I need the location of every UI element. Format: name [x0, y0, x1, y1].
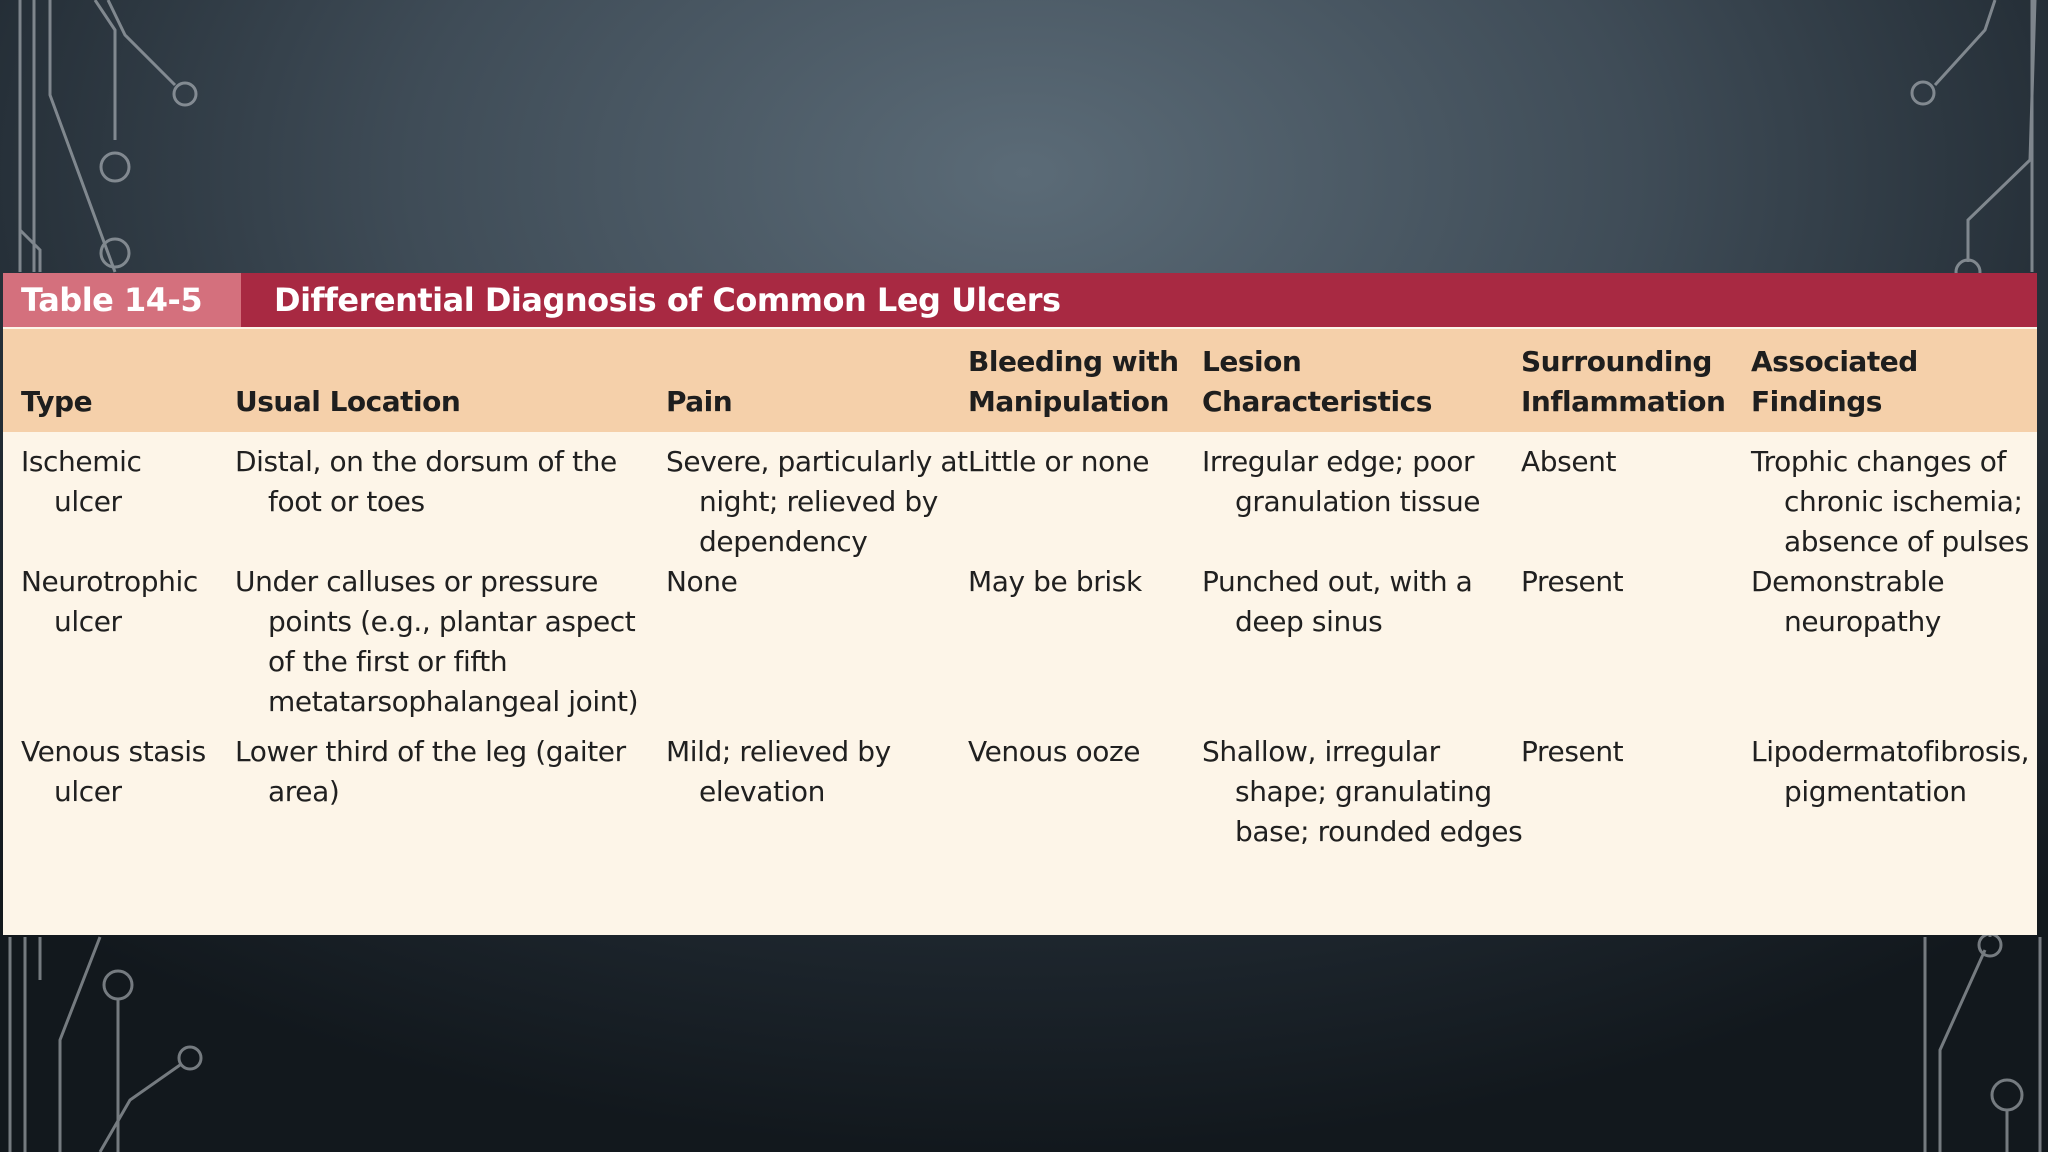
cell-type: Venous stasis ulcer — [21, 735, 206, 808]
cell-inflammation: Absent — [1521, 445, 1617, 478]
cell-location: Distal, on the dorsum of the foot or toes — [235, 445, 617, 518]
cell-pain: Severe, particularly at night; relieved by dependency — [666, 445, 968, 558]
header-type: Type — [21, 385, 93, 418]
cell-pain: Mild; relieved by elevation — [666, 735, 891, 808]
table-label-box — [3, 273, 241, 327]
cell-inflammation: Present — [1521, 565, 1624, 598]
cell-pain: None — [666, 565, 738, 598]
cell-location: Under calluses or pressure points (e.g., plantar aspect of the first or fifth metatarsophalangeal joint) — [235, 565, 639, 718]
table-row-venous-stasis — [3, 732, 2037, 902]
table-title: Differential Diagnosis of Common Leg Ulcers — [274, 281, 1061, 319]
table-row-neurotrophic — [3, 562, 2037, 732]
header-surrounding-inflammation: Surrounding Inflammation — [1521, 345, 1726, 418]
header-usual-location: Usual Location — [235, 385, 461, 418]
cell-type: Ischemic ulcer — [21, 445, 142, 518]
cell-bleeding: Little or none — [968, 445, 1150, 478]
header-associated-findings: Associated Findings — [1751, 345, 1918, 418]
cell-bleeding: Venous ooze — [968, 735, 1141, 768]
cell-inflammation: Present — [1521, 735, 1624, 768]
cell-lesion: Punched out, with a deep sinus — [1202, 565, 1473, 638]
cell-bleeding: May be brisk — [968, 565, 1142, 598]
header-bleeding: Bleeding with Manipulation — [968, 345, 1179, 418]
table-number-label: Table 14-5 — [21, 281, 203, 319]
diagnosis-table — [3, 273, 2037, 935]
cell-location: Lower third of the leg (gaiter area) — [235, 735, 626, 808]
cell-lesion: Shallow, irregular shape; granulating base; rounded edges — [1202, 735, 1523, 848]
table-header-row — [3, 329, 2037, 432]
cell-findings: Trophic changes of chronic ischemia; absence of pulses — [1751, 445, 2029, 558]
table-body — [3, 432, 2037, 902]
table-row-ischemic — [3, 432, 2037, 562]
table-title-bar — [3, 273, 2037, 327]
cell-findings: Lipodermatofibrosis, pigmentation — [1751, 735, 2030, 808]
cell-findings: Demonstrable neuropathy — [1751, 565, 1945, 638]
header-pain: Pain — [666, 385, 733, 418]
cell-type: Neurotrophic ulcer — [21, 565, 198, 638]
header-lesion-characteristics: Lesion Characteristics — [1202, 345, 1432, 418]
cell-lesion: Irregular edge; poor granulation tissue — [1202, 445, 1481, 518]
